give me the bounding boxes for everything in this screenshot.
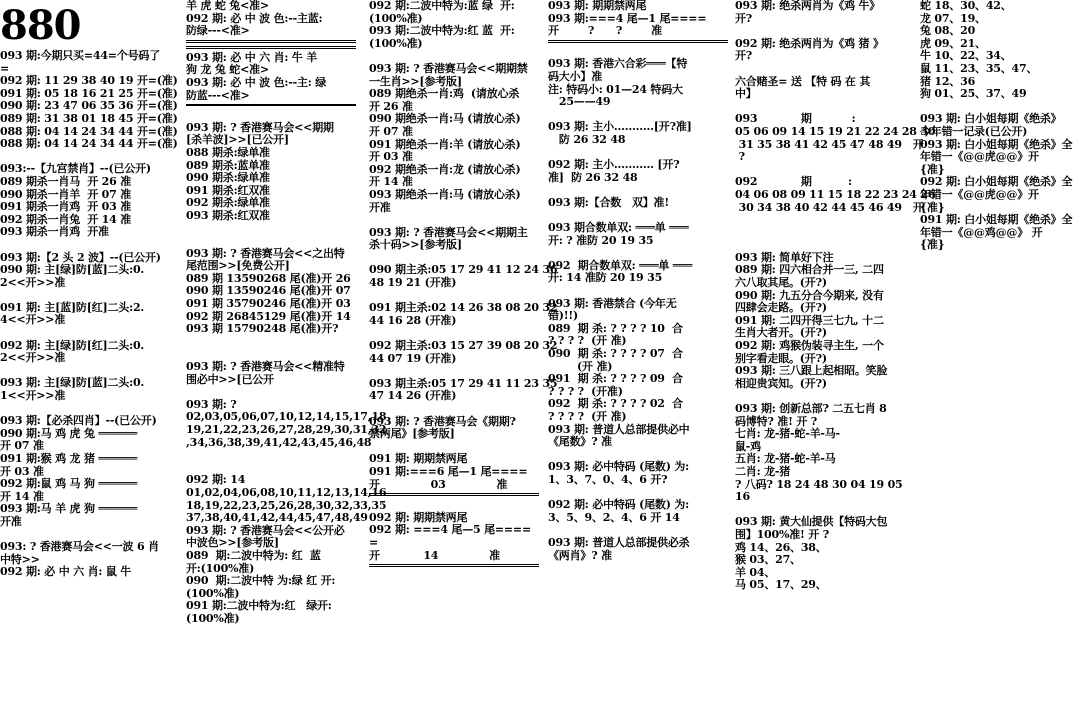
text-line: 30 34 38 40 42 44 45 46 49 开 <box>735 200 924 214</box>
text-line: 093 期 : <box>735 112 856 126</box>
text-line: 杀十码>>[参考版] <box>369 238 462 252</box>
text-line: 093 期: ? 香港赛马会<<期期主 <box>369 225 528 239</box>
text-line: 《尾数》? 准 <box>548 435 612 449</box>
text-line: 090 期: 23 47 06 35 36 开=(准) <box>0 99 178 113</box>
double-divider <box>186 40 356 43</box>
text-line: ? ? ? ? (开准) <box>548 384 623 398</box>
text-line: 3、5、9、2、4、6 开 14 <box>548 510 680 524</box>
text-line: 生肖大者开。(开?) <box>735 326 827 340</box>
text-line: 089 期绝杀一肖:鸡 (请放心杀 <box>369 87 520 101</box>
column-4-lines <box>548 0 728 562</box>
text-line: 开 03 准 <box>369 477 508 491</box>
spacer <box>0 289 182 302</box>
text-line: 开准 <box>0 514 22 528</box>
spacer <box>369 365 539 378</box>
text-line: (100%准) <box>186 586 240 600</box>
text-line: 牛 10、22、34、 <box>920 49 1012 63</box>
spacer <box>0 327 182 340</box>
text-line: 中波色>>[参考版] <box>186 536 279 550</box>
text-line: ? ? ? ? (开 准) <box>548 334 627 348</box>
text-line: 093 期:【必杀四肖】--(已公开) <box>0 414 157 428</box>
text-line: 47 14 26 (开准) <box>369 389 457 403</box>
text-line: 093 期 15790248 尾(准)开? <box>186 322 339 336</box>
text-line: 防绿---<准> <box>186 24 250 38</box>
text-line: 091 期:二波中特为:红 绿开: <box>186 599 332 613</box>
text-line: 龙 07、19、 <box>920 11 986 25</box>
text-line: 羊 04、 <box>735 565 776 579</box>
text-line: 093 期杀:红双准 <box>186 208 270 222</box>
text-line: 090 期: 九五分合今期来, 没有 <box>735 288 884 302</box>
text-line: 091 期: 主[蓝]防[红]二头:2. <box>0 300 145 314</box>
text-line: 相迎贵宾知。(开?) <box>735 376 827 390</box>
text-line: 093 期: ? 香港赛马会<<公开必 <box>186 523 345 537</box>
text-line: 六合赌圣= 送 【特 码 在 其 <box>735 74 871 88</box>
text-line: 虎 09、21、 <box>920 36 986 50</box>
spacer <box>369 499 539 512</box>
text-line: 090 期: 主[绿]防[蓝]二头:0. <box>0 263 145 277</box>
text-line: 今年错一记录(已公开) <box>920 124 1028 138</box>
text-line: 19,21,22,23,26,27,28,29,30,31,32 <box>186 423 387 436</box>
column-6-lines <box>920 0 1080 252</box>
text-line: 开: ? 准防 20 19 35 <box>548 233 654 247</box>
text-line: 093 期: 香港禁合 (今年无 <box>548 296 677 310</box>
text-line: 092 期: 主[绿]防[红]二头:0. <box>0 338 145 352</box>
text-line: 092 期: 绝杀两肖为《鸡 猪 》 <box>735 36 884 50</box>
text-line: 093 期:===4 尾—1 尾==== <box>548 11 707 25</box>
text-line: 092 期: 必 中 六 肖: 鼠 牛 <box>0 565 132 579</box>
text-line: 093 期:今期只买=44=个号码了 <box>0 49 160 62</box>
column-5 <box>735 0 936 718</box>
spacer <box>0 239 182 252</box>
text-line: 093 期:马 羊 虎 狗 ══════ <box>0 502 137 516</box>
text-line: 37,38,40,41,42,44,45,47,48,49 <box>186 511 368 525</box>
text-line: 4<<开>>准 <box>0 313 66 327</box>
text-line: 01,02,04,06,08,10,11,12,13,14,16 <box>186 485 387 499</box>
text-line: 18,19,22,23,25,26,28,30,32,33,35 <box>186 498 387 512</box>
text-line: 防 26 32 48 <box>548 132 626 146</box>
text-line: 092 期: 主小........... [开? <box>548 158 680 172</box>
text-line: 091 期 杀: ? ? ? ? 09 合 <box>548 372 683 386</box>
text-line: 089 期: 31 38 01 18 45 开=(准) <box>0 111 178 125</box>
text-line: 091 期:===6 尾—1 尾==== <box>369 464 528 478</box>
text-line: 093 期主杀:05 17 29 41 11 23 35 <box>369 376 558 390</box>
text-line: 六八取其尾。(开?) <box>735 276 827 290</box>
text-line: 089 期杀一肖马 开 26 准 <box>0 174 132 188</box>
text-line: 093 期: 必 中 六 肖: 牛 羊 <box>186 50 318 64</box>
text-line: 《两肖》? 准 <box>548 548 612 562</box>
text-line: 2<<开>>准 <box>0 351 66 365</box>
double-divider <box>369 493 539 496</box>
text-line: 蛇 18、30、42、 <box>920 0 1012 12</box>
text-line: 四肆会走路。(开?) <box>735 301 827 315</box>
text-line: ,34,36,38,39,41,42,43,45,46,48 <box>186 435 372 449</box>
text-line: 090 期 杀: ? ? ? ? 07 合 <box>548 347 683 361</box>
text-line: 44 07 19 (开准) <box>369 351 457 365</box>
text-line: 开 14 准 <box>369 548 500 562</box>
text-line: 092 期 : <box>735 175 852 189</box>
double-divider <box>369 564 539 567</box>
text-line: 092 期主杀:03 15 27 39 08 20 32 <box>369 339 558 353</box>
text-line: 开? <box>735 49 753 63</box>
text-line: 093:--【九宫禁肖】--(已公开) <box>0 162 151 176</box>
text-line: 开 14 准 <box>369 175 413 189</box>
text-line: 088 期: 04 14 24 34 44 开=(准) <box>0 137 178 151</box>
text-line: 093 期: 绝杀两肖为《鸡 牛》 <box>735 0 881 12</box>
text-line: 年错一《@@鸡@@》 开 <box>920 225 1043 239</box>
text-line: 091 期:猴 鸡 龙 猪 ══════ <box>0 452 137 465</box>
text-line: 093 期: 普道人总部提供必中 <box>548 422 690 436</box>
text-line: 093 期: 普道人总部提供必杀 <box>548 535 690 549</box>
text-line: 092 期: 14 <box>186 473 246 487</box>
text-line: 开 03 准 <box>0 464 44 478</box>
text-line: 开 03 准 <box>369 150 413 164</box>
text-line: 092 期: ===4 尾—5 尾==== <box>369 523 531 537</box>
text-line: 092 期: 必 中 波 色:--主蓝: <box>186 11 323 25</box>
text-line: 093 期:【合数 双】准! <box>548 195 669 209</box>
text-line: 092 期: 鸡猴伪装寻主生, 一个 <box>735 339 884 353</box>
text-line: 1、3、7、0、4、6 开? <box>548 472 668 486</box>
text-line: 开 26 准 <box>369 99 413 113</box>
text-line: 鸡 14、26、38、 <box>735 540 827 554</box>
spacer <box>735 239 915 252</box>
text-line: 二肖: 龙-猪 <box>735 464 791 478</box>
text-line: 093 期: 简单好下注 <box>735 250 834 264</box>
text-line: 093 期: 黄大仙提供【特码大包 <box>735 515 888 529</box>
text-line: 防蓝---<准> <box>186 88 250 102</box>
text-line: 092 期: 期期禁两尾 <box>369 510 468 524</box>
text-line: 093 期: 期期禁两尾 <box>548 0 647 12</box>
spacer <box>548 247 728 260</box>
text-line: 围】100%准! 开 ? <box>735 527 829 541</box>
spacer <box>186 449 356 462</box>
text-line: 093 期: ? 香港赛马会<<期期禁 <box>369 61 528 75</box>
text-line: 092 期 杀: ? ? ? ? 02 合 <box>548 397 683 411</box>
spacer <box>735 63 915 76</box>
text-line: 开 14 准 <box>0 489 44 503</box>
text-line: 开? <box>735 11 753 25</box>
text-line: 091 期 35790246 尾(准)开 03 <box>186 297 351 311</box>
text-line: 中】 <box>735 87 757 101</box>
text-line: {准} <box>920 200 945 214</box>
text-line: 092 期: 白小姐每期《绝杀》全 <box>920 175 1073 189</box>
text-line: 090 期主杀:05 17 29 41 12 24 36 <box>369 263 558 277</box>
text-line: ? ? ? ? (开 准) <box>548 410 627 423</box>
text-line: 1<<开>>准 <box>0 389 66 403</box>
text-line: 尾范围>>[免费公开] <box>186 259 290 273</box>
text-line: 开 07 准 <box>0 439 44 453</box>
text-line: 05 06 09 14 15 19 21 22 24 28 30 <box>735 124 936 138</box>
spacer <box>186 386 356 399</box>
text-line: 错)!!) <box>548 309 579 323</box>
text-line: 鼠-鸡 <box>735 439 761 453</box>
text-line: 092 期杀一肖兔 开 14 准 <box>0 212 132 226</box>
text-line: 090 期:二波中特 为:绿 红 开: <box>186 574 336 588</box>
column-3 <box>369 0 558 718</box>
text-line: 开 07 准 <box>369 124 413 138</box>
text-line: ? <box>735 150 745 164</box>
text-line: 089 期: 四六相合并一三, 二四 <box>735 263 884 277</box>
column-5-lines <box>735 0 936 592</box>
text-line: 年错一《@@虎@@》开 <box>920 187 1039 201</box>
text-line: 093 期: ? 香港赛马会《期期? <box>369 414 516 428</box>
text-line: 093 期: 必 中 波 色:--主: 绿 <box>186 75 327 89</box>
text-line: 羊 虎 蛇 兔<准> <box>186 0 269 12</box>
spacer <box>735 25 915 38</box>
text-line: 093 期绝杀一肖:马 (请放心杀) <box>369 187 521 201</box>
text-line: [杀羊波]>>[已公开] <box>186 133 289 147</box>
spacer <box>548 285 728 298</box>
text-line: 089 期杀:蓝单准 <box>186 158 270 172</box>
text-line: 别字看走眼。(开?) <box>735 351 827 365</box>
text-line: 码大小】准 <box>548 69 602 83</box>
text-line: 092 期: 11 29 38 40 19 开=(准) <box>0 74 178 88</box>
text-line: 090 期杀:绿单准 <box>186 171 270 185</box>
text-line: 089 期 13590268 尾(准)开 26 <box>186 271 351 285</box>
text-line: 中特>> <box>0 552 40 566</box>
column-1 <box>0 0 182 718</box>
text-line: = <box>0 61 10 75</box>
text-line: 围必中>>[已公开 <box>186 372 274 386</box>
text-line: 093 期: 创新总部? 二五七肖 8 <box>735 402 887 415</box>
double-divider <box>186 46 356 49</box>
text-line: 七肖: 龙-猪-蛇-羊-马- <box>735 427 840 441</box>
divider <box>186 104 356 106</box>
text-line: 093 期: 主小...........[开?准] <box>548 120 692 134</box>
double-divider <box>548 40 728 43</box>
text-line: 093 期: ? <box>186 397 237 411</box>
text-line: 093 期:【2 头 2 波】--(已公开) <box>0 250 161 264</box>
text-line: 092 期 26845129 尾(准)开 14 <box>186 309 351 323</box>
text-line: ? 八码? 18 24 48 30 04 19 05 <box>735 477 903 491</box>
text-line: (100%准) <box>186 611 240 625</box>
text-line: 093 期: 香港六合彩═══【特 <box>548 57 688 71</box>
text-line: 092 期合数单双: ═══单 ═══ <box>548 258 693 272</box>
text-line: 092 期:二波中特为:蓝 绿 开: <box>369 0 515 12</box>
text-line: = <box>369 535 379 549</box>
text-line: 093 期: 必中特码 (尾数) 为: <box>548 460 690 474</box>
text-line: 091 期: 05 18 16 21 25 开=(准) <box>0 86 178 100</box>
text-line: 092 期绝杀一肖:龙 (请放心杀) <box>369 162 521 176</box>
text-line: 04 06 08 09 11 15 18 22 23 24 26 <box>735 187 936 201</box>
column-6 <box>920 0 1080 718</box>
text-line: 091 期主杀:02 14 26 38 08 20 32 <box>369 301 558 315</box>
spacer <box>186 223 356 236</box>
text-line: 码博特? 准! 开 ? <box>735 414 818 428</box>
text-line: 091 期: 期期禁两尾 <box>369 452 468 466</box>
text-line: 093 期杀一肖鸡 开准 <box>0 225 109 239</box>
text-line: 093 期: 三八跟上起相昭。笑脸 <box>735 364 888 378</box>
text-line: 开:(100%准) <box>186 561 255 575</box>
text-line: 狗 龙 兔 蛇<准> <box>186 63 269 77</box>
text-line: 091 期绝杀一肖:羊 (请放心杀) <box>369 137 521 151</box>
text-line: 093: ? 香港赛马会<<一波 6 肖 <box>0 540 159 554</box>
text-line: 091 期: 白小姐每期《绝杀》全 <box>920 213 1073 227</box>
spacer <box>369 214 539 227</box>
text-line: 鼠 11、23、35、47、 <box>920 61 1038 75</box>
text-line: 093 期: 白小姐每期《绝杀》 <box>920 112 1062 126</box>
text-line: 092 期杀:绿单准 <box>186 196 270 210</box>
text-line: 093 期: 主[绿]防[蓝]二头:0. <box>0 376 145 390</box>
text-line: 090 期绝杀一肖:马 (请放心杀) <box>369 112 521 126</box>
text-line: 092 期: 必中特码 (尾数) 为: <box>548 498 690 512</box>
text-line: 禁两尾》[参考版] <box>369 427 455 441</box>
text-line: 02,03,05,06,07,10,12,14,15,17,18 <box>186 410 387 424</box>
text-line: 准] 防 26 32 48 <box>548 170 638 184</box>
text-line: (开 准) <box>548 359 613 373</box>
text-line: 16 <box>735 490 750 504</box>
text-line: 093 期:二波中特为:红 蓝 开: <box>369 24 515 38</box>
text-line: 091 期: 二四开得三七九, 十二 <box>735 313 884 327</box>
text-line: 090 期:马 鸡 虎 兔 ══════ <box>0 426 137 440</box>
text-line: 089 期:二波中特为: 红 蓝 <box>186 548 321 562</box>
text-line: 090 期 13590246 尾(准)开 07 <box>186 284 351 298</box>
text-line: 088 期杀:绿单准 <box>186 145 270 159</box>
spacer <box>186 336 356 349</box>
text-line: 089 期 杀: ? ? ? ? 10 合 <box>548 321 683 335</box>
text-line: 093 期: ? 香港赛马会<<期期 <box>186 120 334 134</box>
text-line: 090 期杀一肖羊 开 07 准 <box>0 187 132 201</box>
logo-880: 880 <box>0 2 81 49</box>
text-line: 092 期:鼠 鸡 马 狗 ══════ <box>0 477 137 491</box>
text-line: 五肖: 龙-猪-蛇-羊-马 <box>735 452 836 466</box>
text-line: 44 16 28 (开准) <box>369 313 457 327</box>
text-line: 猪 12、36 <box>920 74 976 88</box>
text-line: 2<<开>>准 <box>0 275 66 289</box>
spacer <box>186 109 356 122</box>
text-line: 31 35 38 41 42 45 47 48 49 开 <box>735 137 924 151</box>
spacer <box>735 214 915 227</box>
text-line: 088 期: 04 14 24 34 44 开=(准) <box>0 124 178 138</box>
text-line: 马 05、17、29、 <box>735 578 827 592</box>
text-line: 注: 特码小: 01—24 特码大 <box>548 82 683 96</box>
text-line: 091 期杀:红双准 <box>186 183 270 197</box>
spacer <box>186 235 356 248</box>
text-line: 年错一《@@虎@@》开 <box>920 150 1039 164</box>
text-line: {准} <box>920 162 945 176</box>
text-line: (100%准) <box>369 36 423 50</box>
text-line: 48 19 21 (开准) <box>369 276 457 290</box>
text-line: 开: 14 准防 20 19 35 <box>548 271 663 285</box>
spacer <box>369 403 539 416</box>
text-line: 093 期: ? 香港赛马会<<精准特 <box>186 360 345 374</box>
column-4 <box>548 0 728 718</box>
text-line: 开准 <box>369 200 391 214</box>
column-3-lines <box>369 0 558 567</box>
column-1-lines <box>0 50 182 579</box>
text-line: 091 期杀一肖鸡 开 03 准 <box>0 200 132 214</box>
text-line: (100%准) <box>369 11 423 25</box>
text-line: 猴 03、27、 <box>735 553 801 567</box>
text-line: 一生肖>>[参考版] <box>369 74 462 88</box>
text-line: 093 期: 白小姐每期《绝杀》全 <box>920 137 1073 151</box>
text-line: 093 期合数单双: ═══单 ═══ <box>548 221 689 235</box>
spacer <box>735 227 915 240</box>
text-line: 开 ? ? 准 <box>548 24 662 38</box>
text-line: 狗 01、25、37、49 <box>920 87 1027 101</box>
text-line: {准} <box>920 238 945 252</box>
text-line: 25——49 <box>548 95 611 109</box>
text-line: 兔 08、20 <box>920 24 976 38</box>
text-line: 093 期: ? 香港赛马会<<之出特 <box>186 246 345 260</box>
